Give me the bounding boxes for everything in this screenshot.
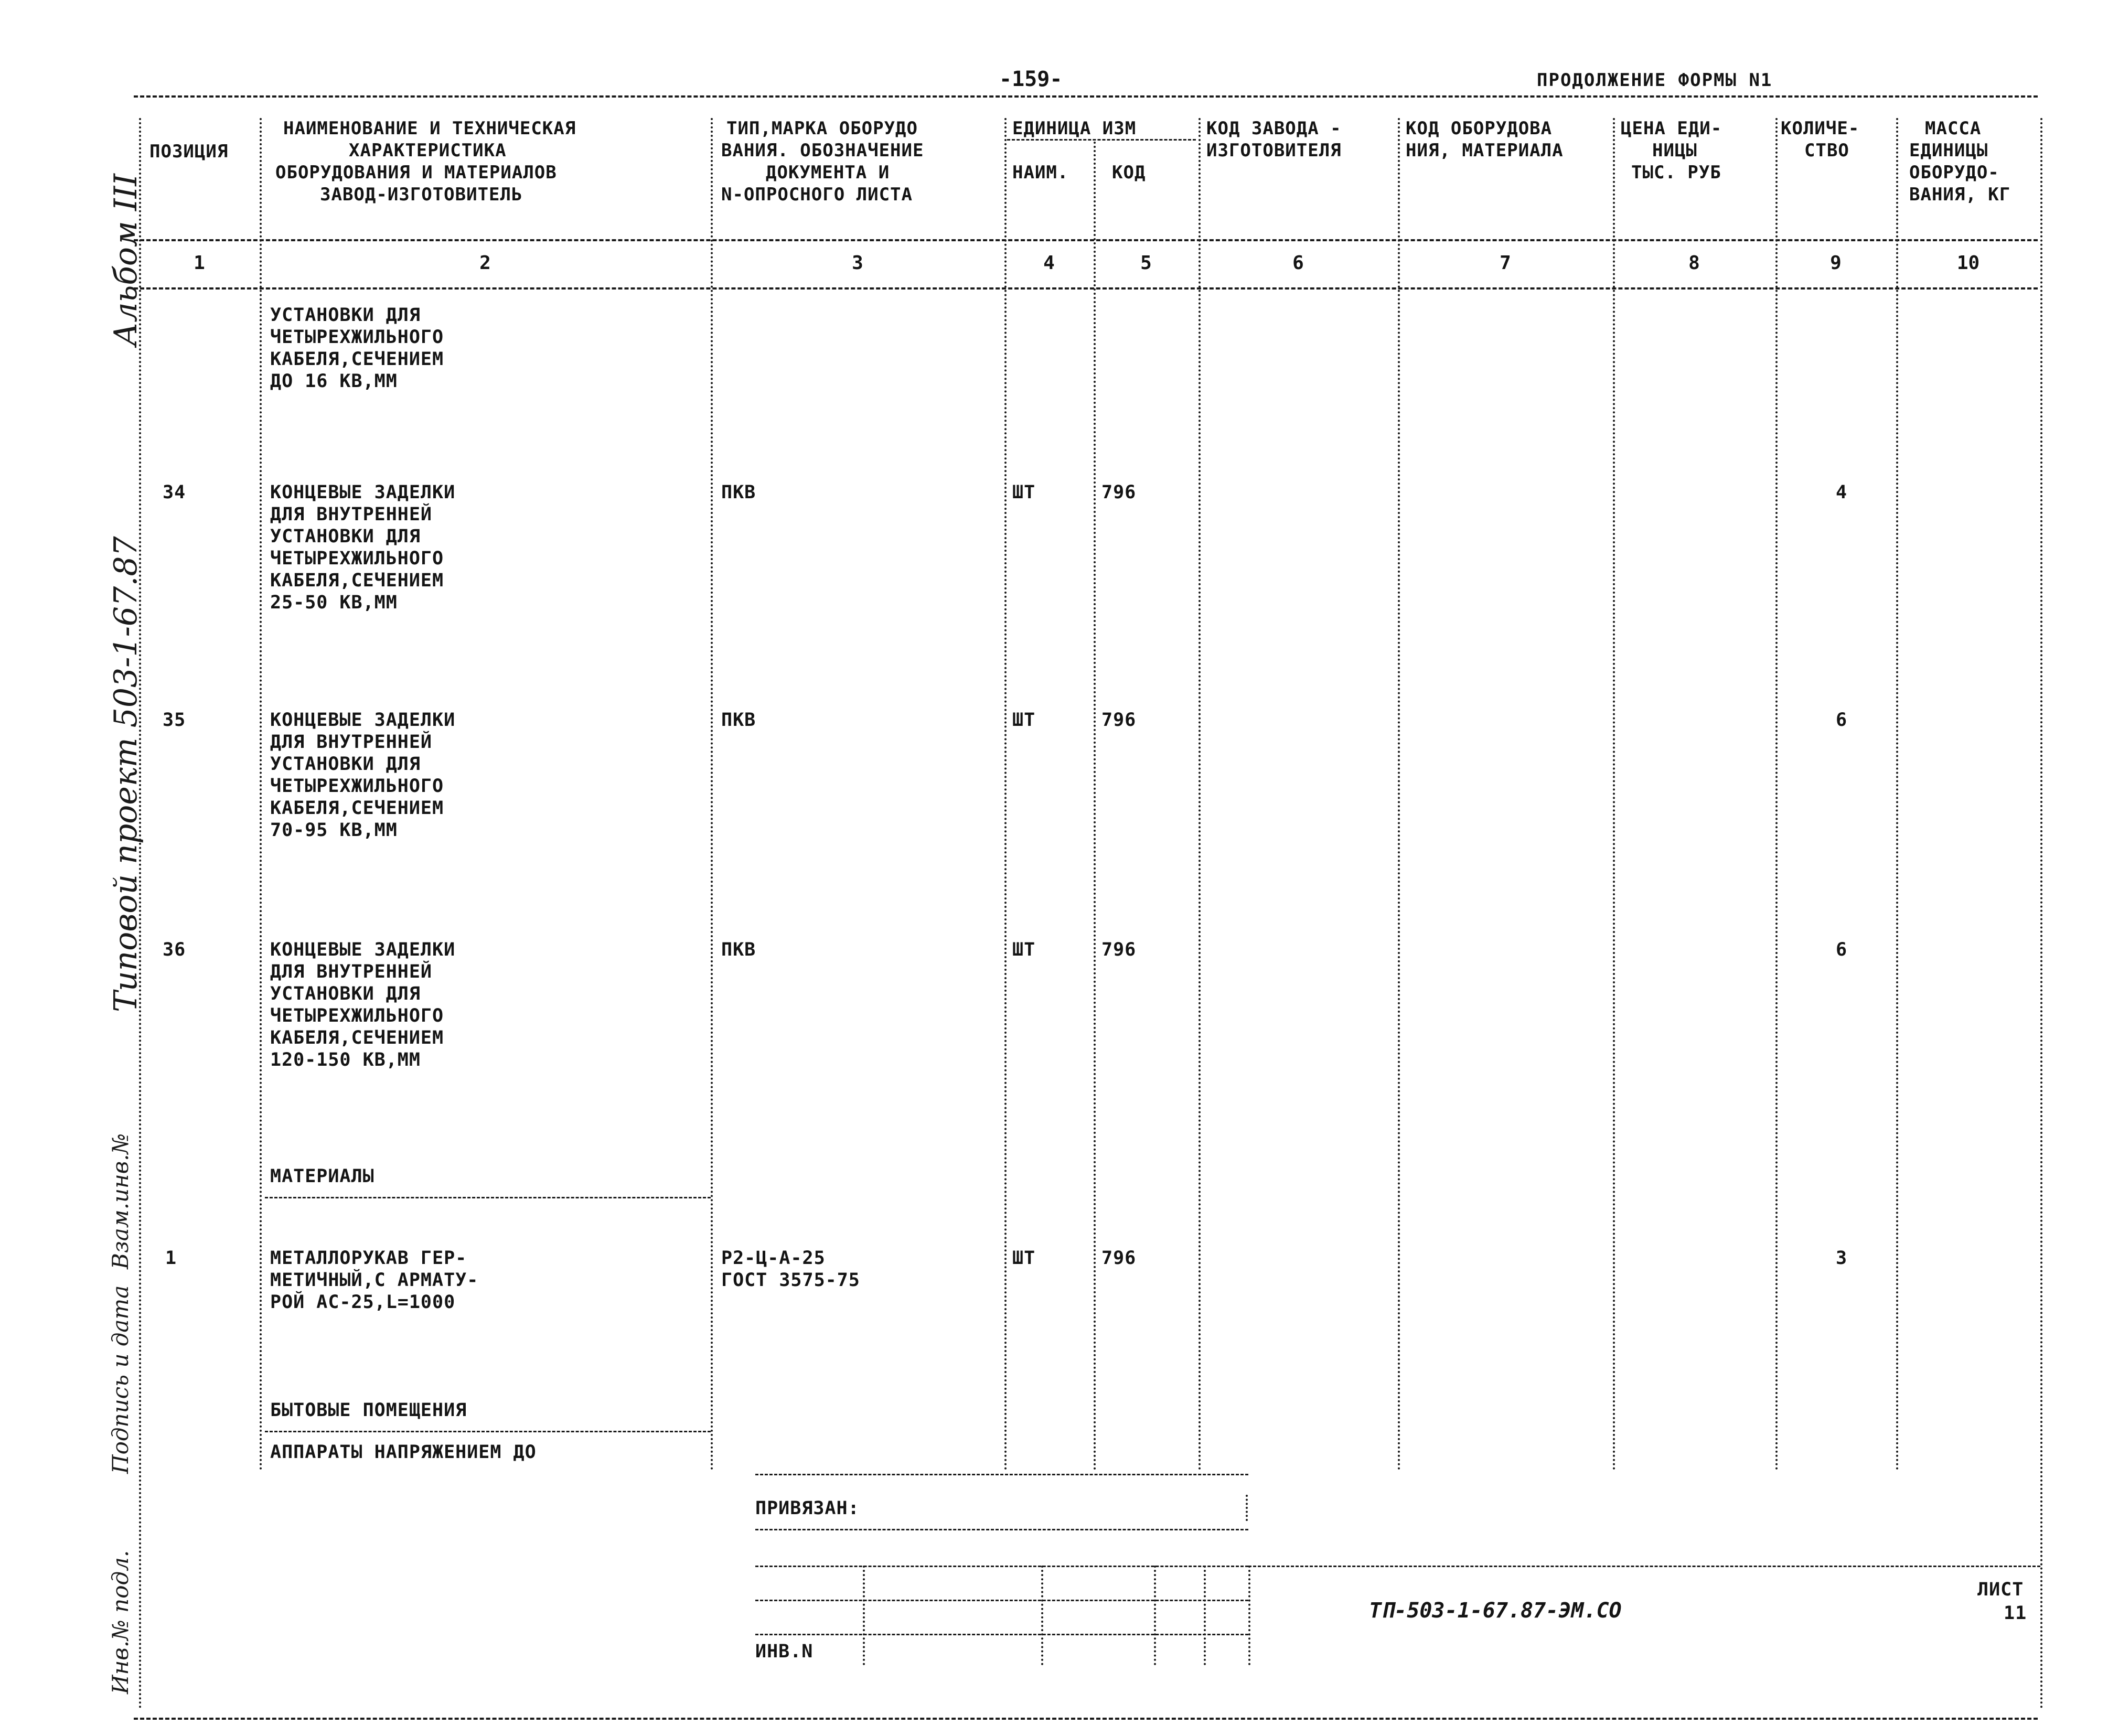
side-inv: Инв.№ подл. (108, 1550, 133, 1694)
page-number: -159- (999, 67, 1063, 91)
colnum-3: 3 (852, 252, 863, 274)
colnum-9: 9 (1830, 252, 1842, 274)
row1-name-1: КОНЦЕВЫЕ ЗАДЕЛКИ (270, 482, 456, 503)
sheet-number: 11 (2004, 1603, 2027, 1624)
stamp-top (755, 1474, 1248, 1475)
row1-name-4: ЧЕТЫРЕХЖИЛЬНОГО (270, 548, 444, 569)
col-line-10 (2040, 118, 2042, 1710)
col-line-6 (1398, 118, 1400, 1471)
mat-unit: ШТ (1012, 1248, 1036, 1269)
row2-name-1: КОНЦЕВЫЕ ЗАДЕЛКИ (270, 710, 456, 731)
hdr-qty-2: СТВО (1804, 140, 1849, 161)
row3-name-5: КАБЕЛЯ,СЕЧЕНИЕМ (270, 1027, 444, 1048)
stamp-line-2b (1248, 1566, 2040, 1567)
row3-name-4: ЧЕТЫРЕХЖИЛЬНОГО (270, 1005, 444, 1026)
row3-type: ПКВ (721, 939, 756, 960)
row1-code: 796 (1101, 482, 1137, 503)
col-line-7 (1613, 118, 1615, 1471)
row2-code: 796 (1101, 710, 1137, 731)
col-line-4 (1094, 142, 1096, 1471)
hdr-mass-2: ЕДИНИЦЫ (1909, 140, 1988, 161)
row1-qty: 4 (1836, 482, 1848, 503)
sheet-label: ЛИСТ (1977, 1579, 2024, 1600)
col-line-1 (260, 118, 262, 1471)
stamp-line-2 (755, 1566, 1248, 1567)
mat-name-1: МЕТАЛЛОРУКАВ ГЕР- (270, 1248, 467, 1269)
row1-name-2: ДЛЯ ВНУТРЕННЕЙ (270, 504, 433, 525)
row1-name-6: 25-50 КВ,ММ (270, 592, 398, 613)
bytovye-underline (265, 1431, 711, 1432)
col-line-3 (1004, 118, 1007, 1471)
header-bottom-border (134, 239, 2038, 241)
stamp-v1 (863, 1566, 865, 1665)
row2-name-5: КАБЕЛЯ,СЕЧЕНИЕМ (270, 798, 444, 819)
section-bytovye: БЫТОВЫЕ ПОМЕЩЕНИЯ (270, 1400, 467, 1421)
stamp-v4 (1204, 1566, 1206, 1665)
hdr-pos: ПОЗИЦИЯ (149, 141, 229, 162)
row3-qty: 6 (1836, 939, 1848, 960)
hdr-mass-3: ОБОРУДО- (1909, 162, 1999, 183)
col-line-8 (1775, 118, 1778, 1471)
row3-name-6: 120-150 КВ,ММ (270, 1049, 421, 1070)
mat-type-2: ГОСТ 3575-75 (721, 1270, 860, 1291)
stamp-privyazan: ПРИВЯЗАН: (755, 1498, 860, 1519)
hdr-type-4: N-ОПРОСНОГО ЛИСТА (721, 184, 913, 205)
col-line-2 (711, 118, 713, 1471)
mat-name-2: МЕТИЧНЫЙ,С АРМАТУ- (270, 1270, 479, 1291)
col-line-5 (1199, 118, 1201, 1471)
colnum-6: 6 (1292, 252, 1304, 274)
hdr-type-2: ВАНИЯ. ОБОЗНАЧЕНИЕ (721, 140, 924, 161)
row0-name-1: УСТАНОВКИ ДЛЯ (270, 305, 421, 326)
section-materials: МАТЕРИАЛЫ (270, 1166, 374, 1187)
row0-name-2: ЧЕТЫРЕХЖИЛЬНОГО (270, 327, 444, 348)
colnum-4: 4 (1043, 252, 1055, 274)
row1-type: ПКВ (721, 482, 756, 503)
row2-qty: 6 (1836, 710, 1848, 731)
stamp-v3 (1154, 1566, 1156, 1665)
hdr-qty-1: КОЛИЧЕ- (1781, 118, 1860, 139)
row0-name-4: ДО 16 КВ,ММ (270, 371, 398, 392)
row3-pos: 36 (163, 939, 186, 960)
side-podpis: Подпись и дата (108, 1285, 133, 1474)
colnum-1: 1 (194, 252, 205, 274)
hdr-oborud-1: КОД ОБОРУДОВА (1406, 118, 1553, 139)
row3-name-2: ДЛЯ ВНУТРЕННЕЙ (270, 961, 433, 982)
numbers-row-border (134, 287, 2038, 290)
stamp-inv: ИНВ.N (755, 1641, 814, 1662)
hdr-code: КОД (1112, 162, 1146, 183)
table-bottom-border (134, 1718, 2038, 1720)
mat-pos: 1 (165, 1248, 177, 1269)
colnum-7: 7 (1500, 252, 1511, 274)
row2-name-6: 70-95 КВ,ММ (270, 820, 398, 841)
hdr-name-3: ОБОРУДОВАНИЯ И МАТЕРИАЛОВ (275, 162, 557, 183)
hdr-name-4: ЗАВОД-ИЗГОТОВИТЕЛЬ (320, 184, 523, 205)
mat-qty: 3 (1836, 1248, 1848, 1269)
hdr-price-2: НИЦЫ (1652, 140, 1697, 161)
row3-name-1: КОНЦЕВЫЕ ЗАДЕЛКИ (270, 939, 456, 960)
hdr-name-1: НАИМЕНОВАНИЕ И ТЕХНИЧЕСКАЯ (283, 118, 576, 139)
row3-name-3: УСТАНОВКИ ДЛЯ (270, 983, 421, 1004)
mat-code: 796 (1101, 1248, 1137, 1269)
row1-name-3: УСТАНОВКИ ДЛЯ (270, 526, 421, 547)
row2-name-4: ЧЕТЫРЕХЖИЛЬНОГО (270, 776, 444, 797)
hdr-unit-name: НАИМ. (1012, 162, 1069, 183)
stamp-right-mark (1246, 1495, 1248, 1521)
hdr-zavod-1: КОД ЗАВОДА - (1206, 118, 1342, 139)
hdr-name-2: ХАРАКТЕРИСТИКА (349, 140, 507, 161)
side-vzam: Взам.инв.№ (108, 1133, 133, 1269)
col-line-9 (1896, 118, 1898, 1471)
colnum-2: 2 (479, 252, 491, 274)
stamp-line-1 (755, 1529, 1248, 1530)
col-line-0 (139, 118, 141, 1710)
row2-unit: ШТ (1012, 710, 1036, 731)
stamp-v2 (1041, 1566, 1043, 1665)
row2-name-2: ДЛЯ ВНУТРЕННЕЙ (270, 732, 433, 753)
row1-pos: 34 (163, 482, 186, 503)
stamp-v5 (1248, 1566, 1250, 1665)
side-album: Альбом III (108, 174, 144, 346)
mat-type-1: Р2-Ц-А-25 (721, 1248, 826, 1269)
hdr-oborud-2: НИЯ, МАТЕРИАЛА (1406, 140, 1564, 161)
row3-unit: ШТ (1012, 939, 1036, 960)
row2-pos: 35 (163, 710, 186, 731)
materials-underline (265, 1197, 711, 1198)
apparaty-text: АППАРАТЫ НАПРЯЖЕНИЕМ ДО (270, 1442, 537, 1463)
stamp-line-3 (755, 1600, 1248, 1601)
side-project: Типовой проект 503-1-67.87 (108, 536, 144, 1012)
table-top-border (134, 95, 2038, 98)
stamp-line-4 (755, 1634, 1248, 1635)
hdr-unit: ЕДИНИЦА ИЗМ (1012, 118, 1137, 139)
colnum-10: 10 (1956, 252, 1980, 274)
row2-type: ПКВ (721, 710, 756, 731)
hdr-price-1: ЦЕНА ЕДИ- (1621, 118, 1722, 139)
row1-name-5: КАБЕЛЯ,СЕЧЕНИЕМ (270, 570, 444, 591)
row2-name-3: УСТАНОВКИ ДЛЯ (270, 754, 421, 775)
hdr-mass-1: МАССА (1925, 118, 1982, 139)
doc-code: ТП-503-1-67.87-ЭМ.СО (1369, 1599, 1622, 1623)
hdr-zavod-2: ИЗГОТОВИТЕЛЯ (1206, 140, 1342, 161)
colnum-5: 5 (1140, 252, 1152, 274)
continuation-title: ПРОДОЛЖЕНИЕ ФОРМЫ N1 (1537, 70, 1773, 91)
row0-name-3: КАБЕЛЯ,СЕЧЕНИЕМ (270, 349, 444, 370)
row3-code: 796 (1101, 939, 1137, 960)
hdr-type-1: ТИП,МАРКА ОБОРУДО (726, 118, 918, 139)
row1-unit: ШТ (1012, 482, 1036, 503)
hdr-type-3: ДОКУМЕНТА И (766, 162, 890, 183)
hdr-mass-4: ВАНИЯ, КГ (1909, 184, 2011, 205)
hdr-price-3: ТЫС. РУБ (1631, 162, 1721, 183)
mat-name-3: РОЙ АС-25,L=1000 (270, 1292, 456, 1313)
colnum-8: 8 (1688, 252, 1700, 274)
